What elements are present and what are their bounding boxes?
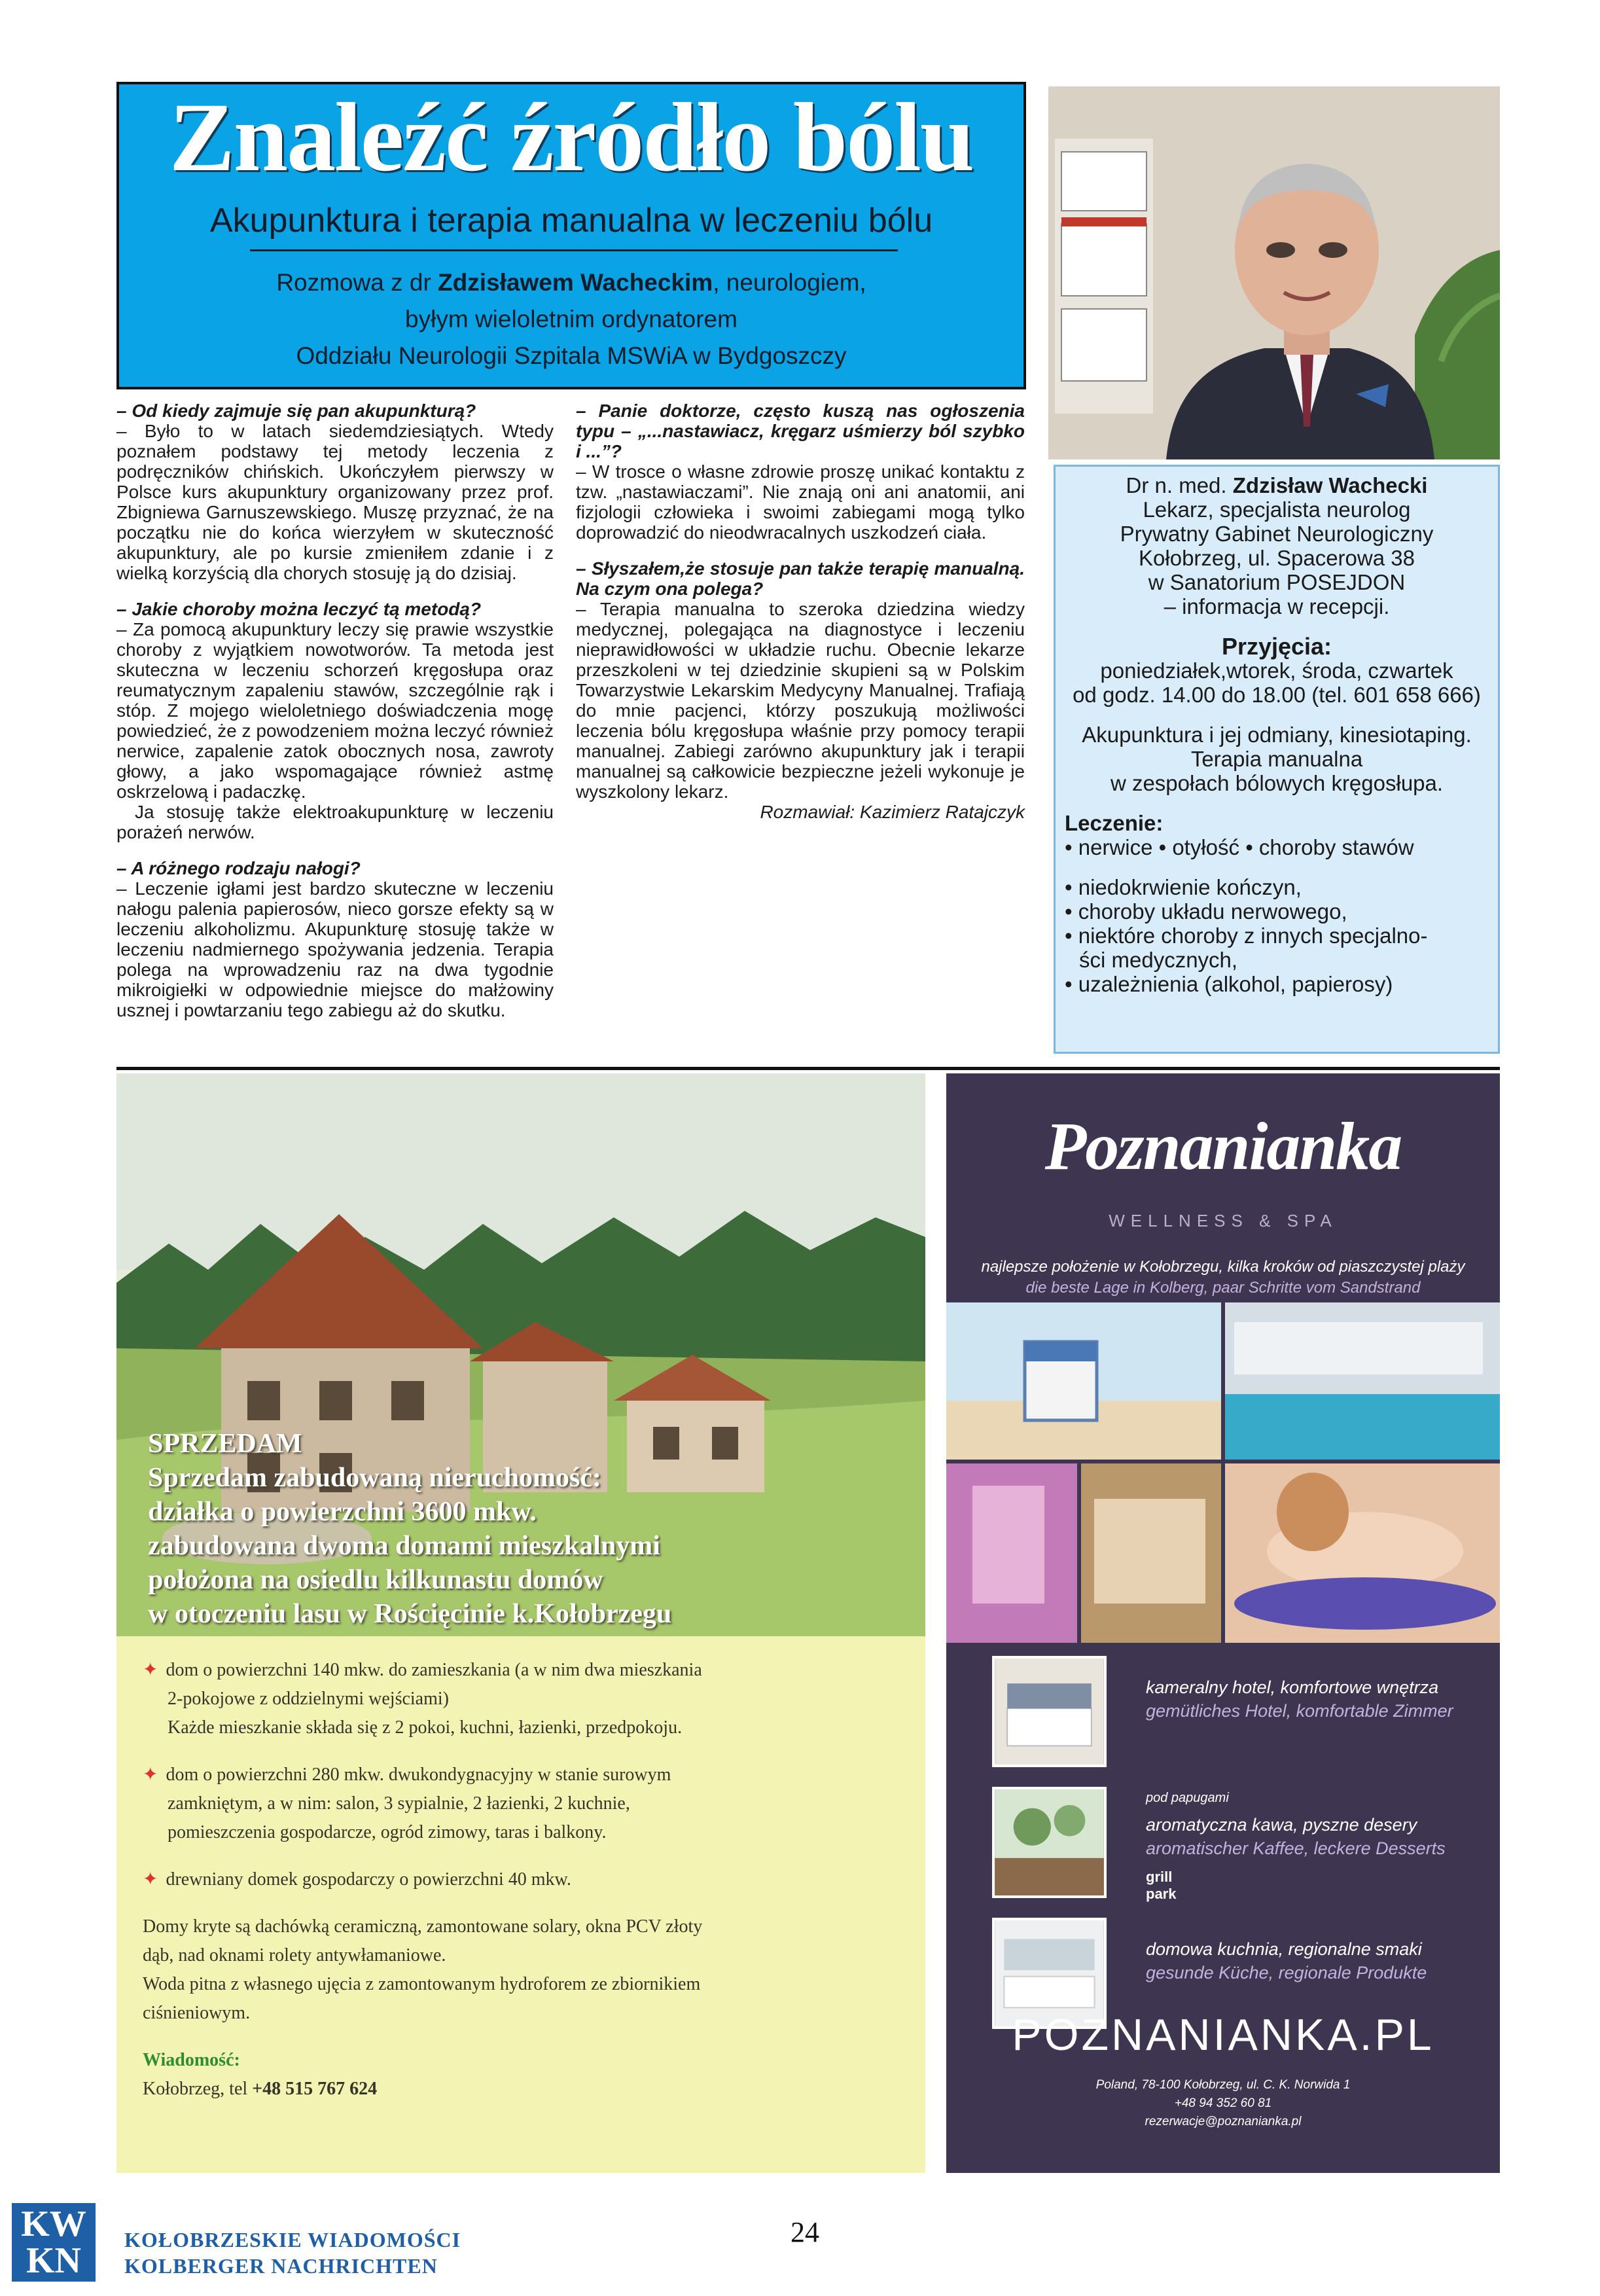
question: – Słyszałem,że stosuje pan także terapię manualną. Na czym ona polega?: [576, 558, 1025, 599]
bullet-text: dom o powierzchni 280 mkw. dwukondygnacyjny w stanie surowym: [166, 1765, 671, 1785]
kwkn-logo: KW KN: [12, 2203, 96, 2282]
headline-box: [116, 82, 1026, 389]
spa-photo-collage: [946, 1302, 1500, 1643]
article-intro: [119, 264, 1023, 374]
tagline-pl: najlepsze położenie w Kołobrzegu, kilka kroków od piaszczystej plaży: [981, 1258, 1465, 1276]
sale-heading: [148, 1427, 671, 1631]
grill-park-logo: [1146, 1869, 1176, 1903]
bullet-text: dom o powierzchni 140 mkw. do zamieszkania (a w nim dwa mieszkania: [166, 1660, 702, 1680]
info-line: Kołobrzeg, ul. Spacerowa 38: [1139, 546, 1415, 570]
poznanianka-logo: Poznanianka: [1044, 1109, 1402, 1184]
feature-de: gemütliches Hotel, komfortable Zimmer: [1146, 1701, 1453, 1721]
sale-body: [143, 1656, 902, 2104]
contact-info: [946, 2076, 1500, 2131]
publication-title-pl: KOŁOBRZESKIE WIADOMOŚCI: [124, 2228, 461, 2251]
article-column-2: [576, 401, 1025, 822]
answer: – Terapia manualna to szeroka dziedzina wiedzy medycznej, polegająca na diagnostyce i leczeniu nieprawidłowości w układzie ruchu. Obecnie lekarze przeszkoleni w tej dziedzinie skupieni są w Polskim Towarzystwie Lekarskim Medycyny Manualnej. Trafiają do mnie pacjenci, którzy poszukują możliwości leczenia bólu kręgosłupa właśnie przy pomocy terapii manualnej. Zabiegi zarówno akupunktury jak i terapii manualnej są całkowicie bezpieczne jeżeli wykonuje je wyszkolony lekarz.: [576, 599, 1025, 802]
sale-paragraph: dąb, nad oknami rolety antywłamaniowe.: [143, 1945, 446, 1965]
question: – Jakie choroby można leczyć tą metodą?: [116, 599, 482, 619]
contact-phone[interactable]: +48 515 767 624: [252, 2079, 378, 2099]
answer: – W trosce o własne zdrowie proszę unikać kontaktu z tzw. „nastawiaczami”. Nie znają oni ani anatomii, ani fizjologii człowieka i swoimi zabiegami mogą tylko doprowadzić do nieodwracalnych uszkodzeń ciała.: [576, 461, 1025, 543]
treatment-line: • nerwice • otyłość • choroby stawów: [1065, 835, 1414, 859]
publication-title-de: KOLBERGER NACHRICHTEN: [124, 2254, 438, 2278]
page-number: 24: [791, 2216, 819, 2248]
contact-city: Kołobrzeg, tel: [143, 2079, 253, 2099]
doctor-info-box: [1054, 465, 1500, 1054]
article-column-1: [116, 401, 554, 1020]
hours-time: od godz. 14.00 do 18.00 (tel. 601 658 666): [1073, 683, 1481, 707]
feature-pl: aromatyczna kawa, pyszne desery: [1146, 1815, 1417, 1835]
contact-line: [143, 2075, 902, 2104]
bullet-text: 2-pokojowe z oddzielnymi wejściami): [168, 1689, 449, 1709]
treatment-item: • niedokrwienie kończyn,: [1065, 875, 1302, 899]
phone[interactable]: +48 94 352 60 81: [1174, 2096, 1272, 2110]
feature-hotel: [1146, 1676, 1453, 1723]
treatment-item: • uzależnienia (alkohol, papierosy): [1065, 972, 1393, 996]
sale-paragraph: Woda pitna z własnego ujęcia z zamontowanym hydroforem ze zbiornikiem: [143, 1974, 701, 1994]
question: – Od kiedy zajmuje się pan akupunkturą?: [116, 401, 476, 421]
tagline-de: die beste Lage in Kolberg, paar Schritte vom Sandstrand: [1025, 1279, 1421, 1297]
info-line: Prywatny Gabinet Neurologiczny: [1120, 522, 1434, 546]
treatment-item: • choroby układu nerwowego,: [1065, 899, 1347, 924]
info-line: Lekarz, specjalista neurolog: [1143, 497, 1411, 522]
answer: – Za pomocą akupunktury leczy się prawie wszystkie choroby z wyjątkiem nowotworów. Ta metoda jest skuteczna w leczeniu schorzeń kręgosłupa oraz reumatycznym zapaleniu stawów, szczególnie rąk i stóp. Z mojego wieloletniego doświadczenia mogę powiedzieć, że z powodzeniem można leczyć również nerwice, zapalenie zatok obocznych nosa, zawroty głowy, a jako wspomagające również astmę oskrzelową i padaczkę.: [116, 619, 554, 802]
sale-bullet: [143, 1656, 902, 1685]
cafe-thumb: [992, 1787, 1107, 1898]
answer: – Było to w latach siedemdziesiątych. Wtedy poznałem podstawy tej metody leczenia z podręczników chińskich. Ukończyłem pierwszy w Polsce kurs akupunktury organizowany przez prof. Zbigniewa Garnuszewskiego. Muszę przyznać, że na początku nie do końca wierzyłem w skuteczność akupunktury, ale po kursie zmieniłem zdanie i z wielką korzyścią dla chorych stosuję ją do dzisiaj.: [116, 421, 554, 583]
intro-line2: byłym wieloletnim ordynatorem: [405, 306, 738, 332]
section-divider: [116, 1067, 1500, 1070]
intro-prefix: Rozmowa z dr: [276, 269, 438, 296]
hours-days: poniedziałek,wtorek, środa, czwartek: [1100, 658, 1453, 683]
services-line: Terapia manualna: [1190, 747, 1363, 771]
feature-de: aromatischer Kaffee, leckere Desserts: [1146, 1839, 1446, 1858]
intro-line3: Oddziału Neurologii Szpitala MSWiA w Bydgoszczy: [296, 342, 847, 369]
contact-label: Wiadomość:: [143, 2050, 240, 2070]
hours-heading: Przyjęcia:: [1221, 633, 1332, 660]
diamond-bullet-icon: ✦: [143, 1869, 158, 1890]
doctor-title: Dr n. med.: [1126, 473, 1233, 497]
doctor-portrait: [1048, 86, 1500, 459]
bullet-text: zamkniętym, a w nim: salon, 3 sypialnie, 2 łazienki, 2 kuchnie,: [168, 1793, 630, 1814]
doctor-name: Zdzisław Wachecki: [1232, 473, 1428, 497]
heading-line: położona na osiedlu kilkunastu domów: [148, 1565, 603, 1595]
answer: Ja stosuję także elektroakupunkturę w leczeniu porażeń nerwów.: [116, 802, 554, 842]
diamond-bullet-icon: ✦: [143, 1660, 158, 1680]
sale-bullet: [143, 1761, 902, 1789]
feature-pl: kameralny hotel, komfortowe wnętrza: [1146, 1677, 1439, 1697]
treatment-item: ści medycznych,: [1079, 948, 1238, 972]
question: – Panie doktorze, często kuszą nas ogłoszenia typu – „...nastawiacz, kręgarz uśmierzy ból szybko i ...”?: [576, 401, 1025, 461]
services-line: w zespołach bólowych kręgosłupa.: [1110, 771, 1444, 795]
intro-suffix: , neurologiem,: [713, 269, 866, 296]
heading-line: w otoczeniu lasu w Rościęcinie k.Kołobrzegu: [148, 1599, 672, 1629]
treatment-item: • niektóre choroby z innych specjalno-: [1065, 924, 1428, 948]
feature-cafe: [1146, 1813, 1446, 1860]
heading-line: Sprzedam zabudowaną nieruchomość:: [148, 1463, 602, 1493]
email[interactable]: rezerwacje@poznanianka.pl: [1145, 2115, 1302, 2128]
info-line: – informacja w recepcji.: [1164, 594, 1390, 619]
bullet-text: drewniany domek gospodarczy o powierzchni 40 mkw.: [166, 1869, 571, 1890]
answer: – Leczenie igłami jest bardzo skuteczne w leczeniu nałogu palenia papierosów, nieco gorsze efekty są w leczeniu alkoholizmu. Akupunkturę stosuję także w leczeniu nadmiernego spożywania jedzenia. Terapia polega na wprowadzeniu raz na dwa tygodnie mikroigiełki w odpowiednie miejsce do małżowiny usznej i powtarzaniu tego zabiegu aż do skutku.: [116, 878, 554, 1020]
grill-logo-text: grill: [1146, 1869, 1173, 1885]
sale-bullet: [143, 1865, 902, 1894]
services-line: Akupunktura i jej odmiany, kinesiotaping.: [1082, 723, 1472, 747]
intro-name: Zdzisławem Wacheckim: [438, 269, 713, 296]
property-sale-ad: [116, 1073, 925, 2173]
heading-line: zabudowana dwoma domami mieszkalnymi: [148, 1531, 660, 1561]
feature-pl: domowa kuchnia, regionalne smaki: [1146, 1939, 1422, 1959]
portrait-illustration: [1048, 86, 1500, 459]
wellness-subtitle: WELLNESS & SPA: [1109, 1211, 1338, 1230]
sale-paragraph: ciśnieniowym.: [143, 2003, 251, 2023]
heading-line: działka o powierzchni 3600 mkw.: [148, 1497, 537, 1527]
cafe-logo: pod papugami: [1146, 1791, 1229, 1805]
website-url[interactable]: POZNANIANKA.PL: [1012, 2010, 1434, 2060]
hotel-room-thumb: [992, 1656, 1107, 1767]
diamond-bullet-icon: ✦: [143, 1765, 158, 1785]
divider: [250, 249, 898, 251]
publication-title: [124, 2227, 461, 2279]
article-signature: Rozmawiał: Kazimierz Ratajczyk: [760, 802, 1025, 822]
article-subtitle: Akupunktura i terapia manualna w leczeniu bólu: [209, 202, 933, 240]
bullet-text: pomieszczenia gospodarcze, ogród zimowy, taras i balkony.: [168, 1822, 607, 1842]
feature-restaurant: [1146, 1937, 1427, 1984]
address: Poland, 78-100 Kołobrzeg, ul. C. K. Norwida 1: [1095, 2078, 1351, 2092]
question: – A różnego rodzaju nałogi?: [116, 858, 361, 878]
grill-logo-text: park: [1146, 1886, 1177, 1902]
poznanianka-ad: [946, 1073, 1500, 2173]
sale-paragraph: Domy kryte są dachówką ceramiczną, zamontowane solary, okna PCV złoty: [143, 1916, 703, 1937]
bullet-text: Każde mieszkanie składa się z 2 pokoi, kuchni, łazienki, przedpokoju.: [168, 1717, 683, 1738]
heading-line: SPRZEDAM: [148, 1429, 302, 1459]
article-title: Znaleźć źródło bólu: [169, 83, 974, 192]
treatment-heading: Leczenie:: [1065, 811, 1164, 835]
info-line: w Sanatorium POSEJDON: [1148, 570, 1406, 594]
doctor-name-line: [1065, 473, 1489, 497]
feature-de: gesunde Küche, regionale Produkte: [1146, 1963, 1427, 1982]
